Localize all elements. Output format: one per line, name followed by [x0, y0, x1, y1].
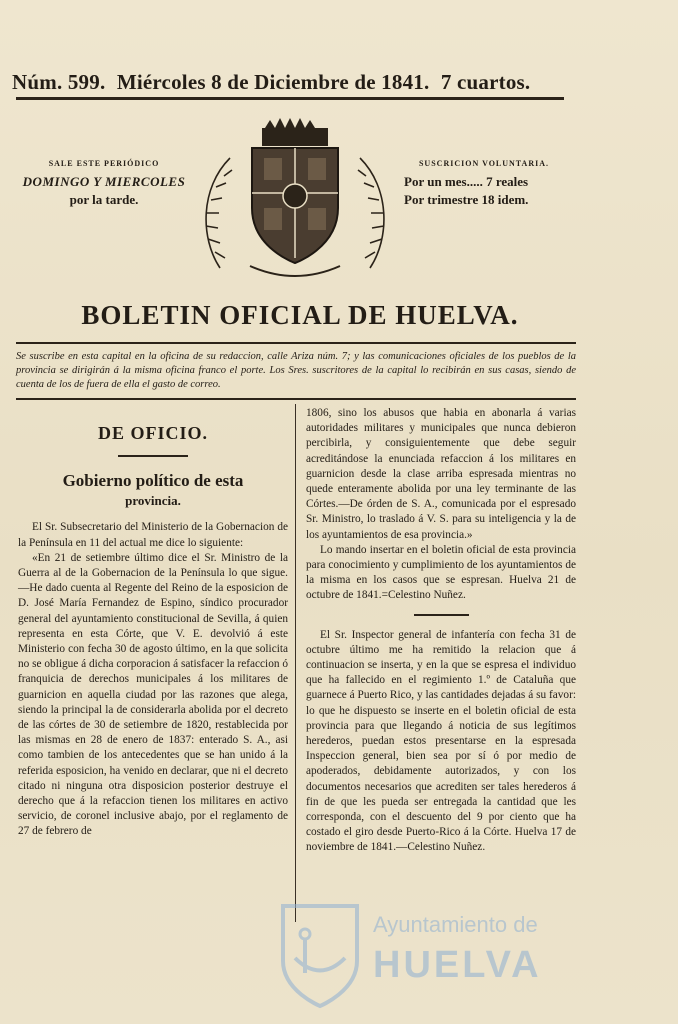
article-paragraph: El Sr. Inspector general de infantería con fecha 31 de octubre último me ha remitido la relacion que á continuacion se inserta, y en la que se espresa el individuo que ha fallecido en el regimiento 1.º de Cataluña que guarnece á Puerto Rico, y las cantidades dejadas á su favor: lo que he dispuesto se inserte en el boletin oficial de esta provincia para que llegando á noticia de sus legítimos herederos, puedan estos presentarse en la espresada Inspeccion general, bien sea por sí ó por medio de apoderados, debidamente autorizados, y con los documentos necesarios que acrediten ser tales herederos á fin de que les pueda ser entregada la cantidad que les corresponda, con el descuento del 9 por ciento que ha costado el giro desde Puerto-Rico á la Córte. Huelva 17 de noviembre de 1841.—Celestino Nuñez. — [306, 628, 576, 854]
article-paragraph: Lo mando insertar en el boletin oficial de esta provincia para conocimiento y cumplimiento de los ayuntamientos de la misma en los casos que se espresan. Huelva 21 de octubre de 1841.=Celestino Nuñez. — [306, 543, 576, 602]
section-rule — [118, 455, 188, 457]
title-rule — [16, 342, 576, 344]
schedule-line-1: SALE ESTE PERIÓDICO — [48, 159, 160, 168]
section-heading: DE OFICIO. — [97, 423, 208, 443]
schedule-line-3: por la tarde. — [69, 192, 139, 207]
watermark-text-1: Ayuntamiento de — [373, 912, 538, 937]
issue-price: 7 cuartos. — [440, 70, 531, 94]
publication-schedule — [14, 155, 194, 209]
newspaper-title: BOLETIN OFICIAL DE HUELVA. — [81, 300, 519, 330]
article-paragraph: 1806, sino los abusos que habia en abonarla á varias autoridades militares y municipales que nunca debieron percibirla, y consiguientemente que debe seguir acreditándose la enunciada refaccion á los militares en guarnicion desde la clase arriba espresada mientras no quede enteramente abolida por una ley terminante de las Córtes.—De órden de S. A., comunicada por el espresado Sr. Ministro, lo traslado á V. S. para su inteligencia y la de los ayuntamientos de esa provincia.» — [306, 407, 576, 541]
archive-watermark — [275, 898, 605, 1016]
huelva-shield-icon — [275, 898, 365, 1013]
issue-date: Miércoles 8 de Diciembre de 1841. — [116, 70, 430, 94]
subscription-notice: Se suscribe en esta capital en la oficina de su redaccion, calle Ariza núm. 7; y las comunicaciones oficiales de los pueblos de la provincia se dirigirán á la misma oficina franco el porte. Los Sres. suscritores de la capital lo recibirán en sus casas, siendo de cuenta de los de fuera de ella el gasto de correo. — [16, 351, 576, 390]
masthead-line — [12, 70, 568, 96]
subscription-line-3: Por trimestre 18 idem. — [404, 192, 529, 207]
article-paragraph: «En 21 de setiembre último dice el Sr. Ministro de la Guerra al de la Gobernacion de la Península lo que sigue.—He dado cuenta al Regente del Reino de la esposicion de D. José María Fernandez de Espino, síndico procurador general del ayuntamiento constitucional de Sevilla, á quien representa en esta Córte, que V. E. devolvió á este Ministerio con fecha 30 de agosto último, en la que solicita no se obligue á dicha corporacion á satisfacer la refaccion ó franquicia de derechos municipales á los militares de guarnicion en aquella ciudad por las razones que alega, siendo la principal la de considerarla abolida por el decreto de las córtes de 30 de setiembre de 1820, restablecida por las mismas en 28 de enero de 1837: enterado S. A., asi como tambien de los antecedentes que se han unido á la referida esposicion, ha venido en declarar, que ni el decreto citado ni ninguna otra disposicion posterior destruye el derecho que á la refaccion tienen los militares en activo servicio, de coronel inclusive abajo, por el reglamento de 27 de febrero de — [18, 551, 288, 838]
royal-crest-icon — [190, 118, 400, 283]
notice-rule — [16, 398, 576, 400]
article-subheading: provincia. — [125, 493, 181, 509]
subscription-line-2: Por un mes..... 7 reales — [404, 174, 529, 189]
subscription-line-1: SUSCRICION VOLUNTARIA. — [418, 159, 549, 168]
article-separator — [414, 614, 469, 616]
column-divider — [295, 404, 296, 922]
issue-number: Núm. 599. — [12, 70, 106, 94]
article-paragraph: El Sr. Subsecretario del Ministerio de la Gobernacion de la Península en 11 del actual me dice lo siguiente: — [18, 521, 288, 549]
watermark-text-2: HUELVA — [373, 944, 542, 986]
article-heading: Gobierno político de esta — [62, 471, 244, 491]
right-column — [306, 406, 576, 856]
left-column — [18, 420, 288, 840]
schedule-line-2: DOMINGO Y MIERCOLES — [22, 174, 186, 189]
subscription-info — [404, 155, 564, 209]
masthead-rule — [16, 97, 564, 100]
